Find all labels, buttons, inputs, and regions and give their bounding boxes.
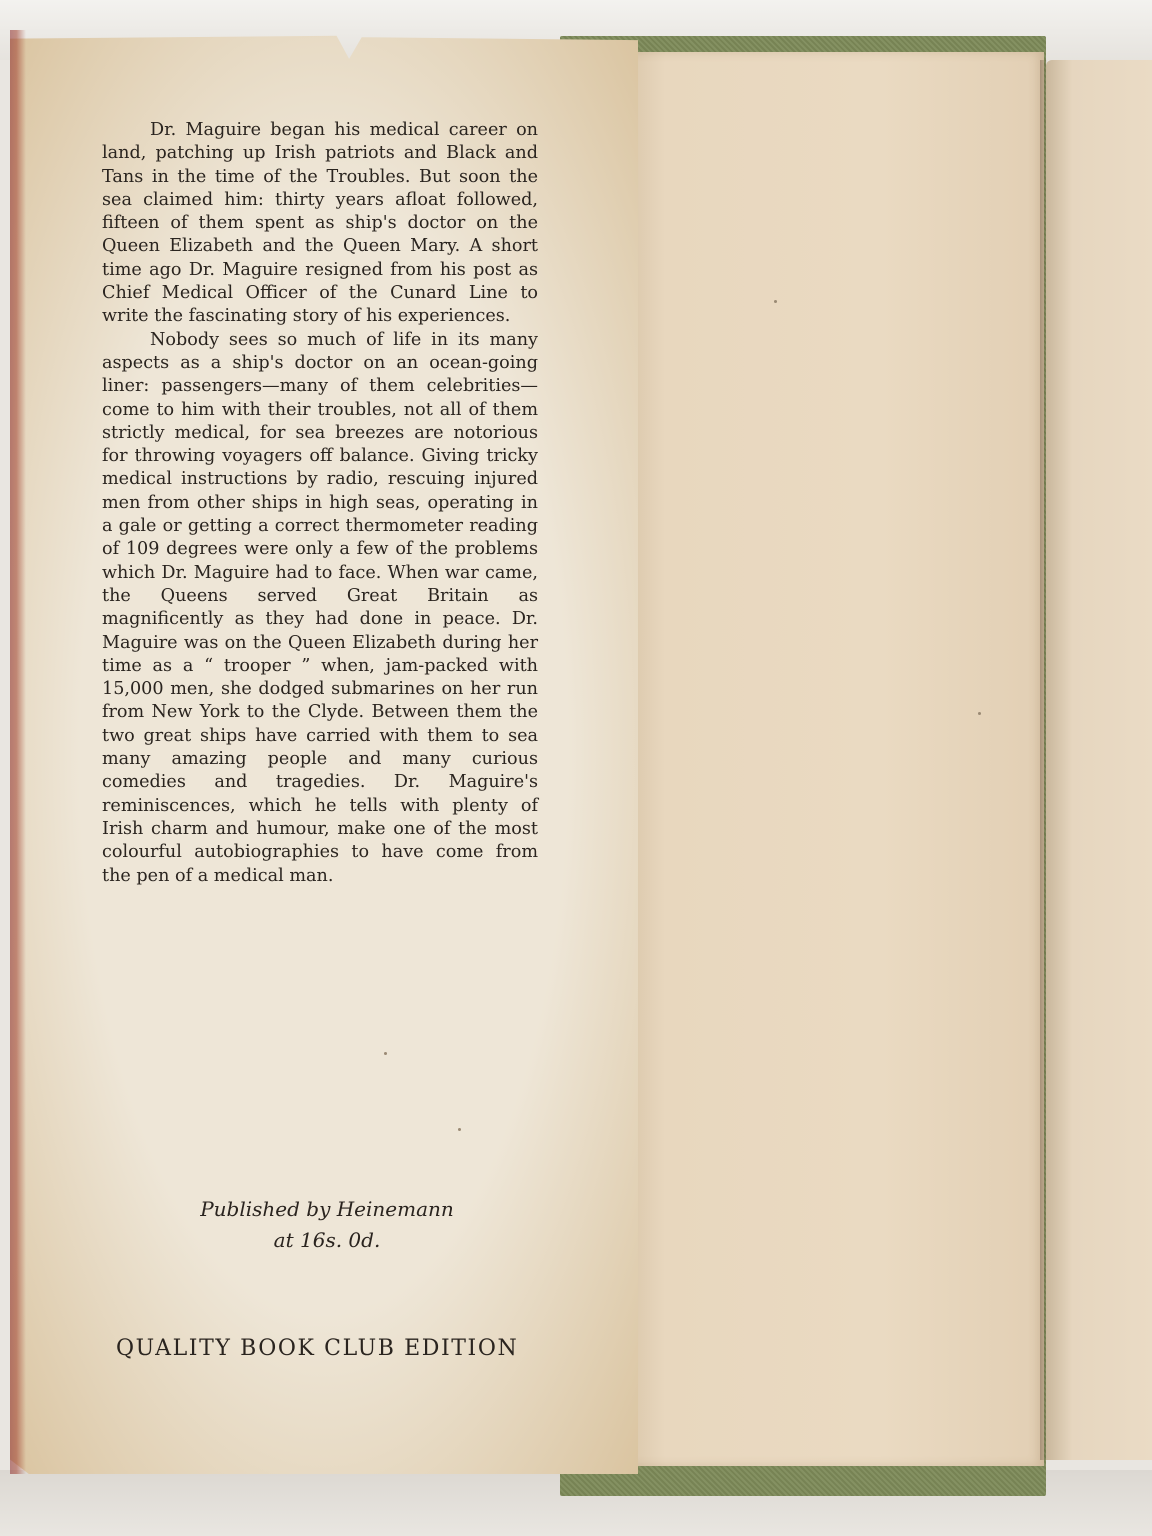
paper-speck	[978, 712, 981, 715]
blurb-text	[102, 119, 538, 888]
paper-speck	[774, 300, 777, 303]
back-jacket-flap	[1046, 60, 1152, 1460]
edition-label: QUALITY BOOK CLUB EDITION	[116, 1336, 519, 1361]
price-line: at 16s. 0d.	[273, 1228, 381, 1252]
jacket-spine-edge	[10, 30, 26, 1474]
paper-speck	[458, 1128, 461, 1131]
paper-speck	[384, 1052, 387, 1055]
publisher-note	[100, 1194, 554, 1256]
endpaper	[632, 52, 1044, 1466]
blurb-paragraph-2: Nobody sees so much of life in its many aspects as a ship's doctor on an ocean-going liner: passengers—many of them celebrities—come to him with their troubles, not all of them strictly medical, for sea breezes are notorious for throwing voyagers off balance. Giving tricky medical instructions by radio, rescuing injured men from other ships in high seas, operating in a gale or getting a correct thermometer reading of 109 degrees were only a few of the problems which Dr. Maguire had to face. When war came, the Queens served Great Britain as magnificently as they had done in peace. Dr. Maguire was on the Queen Elizabeth during her time as a “ trooper ” when, jam-packed with 15,000 men, she dodged submarines on her run from New York to the Clyde. Between them the two great ships have carried with them to sea many amazing people and many curious comedies and tragedies. Dr. Maguire's reminiscences, which he tells with plenty of Irish charm and humour, make one of the most colourful autobiographies to have come from the pen of a medical man.	[102, 329, 538, 886]
blurb-paragraph-1: Dr. Maguire began his medical career on land, patching up Irish patriots and Black and Tans in the time of the Troubles. But soon the sea claimed him: thirty years afloat followed, fifteen of them spent as ship's doctor on the Queen Elizabeth and the Queen Mary. A short time ago Dr. Maguire resigned from his post as Chief Medical Officer of the Cunard Line to write the fascinating story of his experiences.	[102, 120, 538, 327]
publisher-line: Published by Heinemann	[200, 1197, 454, 1221]
